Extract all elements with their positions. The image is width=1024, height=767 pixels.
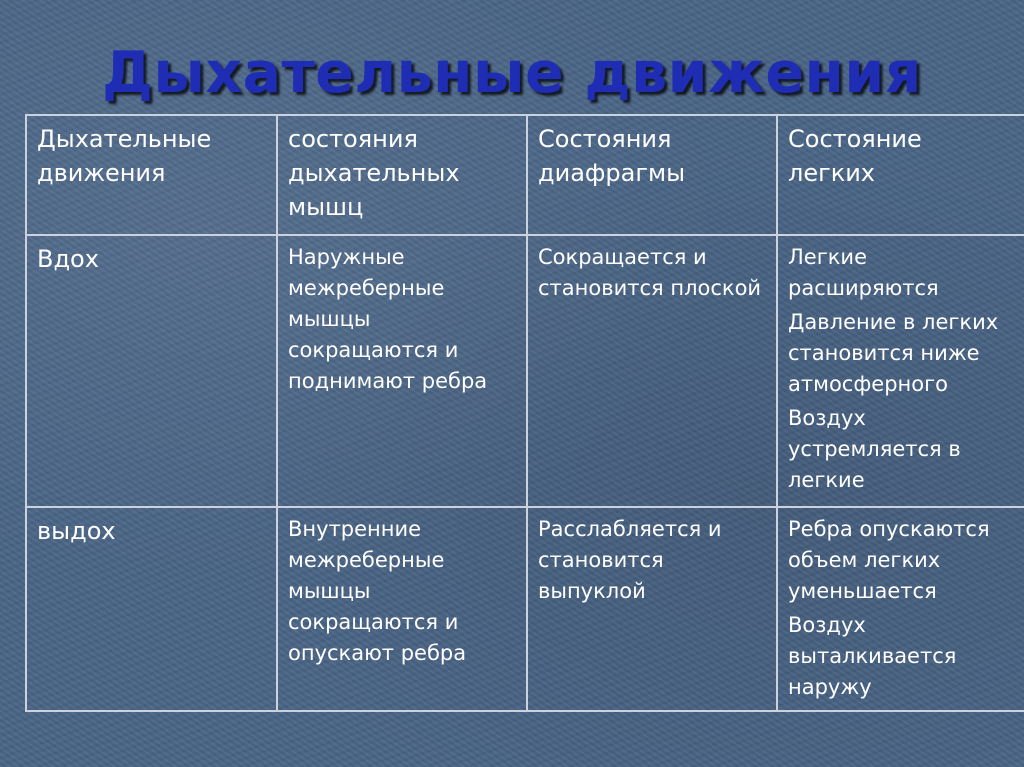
inhale-diaphragm-cell: Сокращается и становится плоской (527, 235, 777, 507)
header-muscle-state: состояния дыхательных мышц (277, 115, 527, 235)
exhale-lungs-line-2: Воздух выталкивается наружу (788, 613, 957, 699)
inhale-lungs-line-1: Легкие расширяются (788, 245, 939, 300)
inhale-lungs-line-3: Воздух устремляется в легкие (788, 406, 961, 492)
inhale-muscles-cell: Наружные межреберные мышцы сокращаются и поднимают ребра (277, 235, 527, 507)
table-row-inhale (26, 235, 1024, 507)
inhale-lungs-line-2: Давление в легких становится ниже атмосферного (788, 310, 999, 396)
exhale-lungs-cell (777, 507, 1024, 711)
table (25, 114, 1024, 712)
exhale-diaphragm-cell: Расслабляется и становится выпуклой (527, 507, 777, 711)
inhale-lungs-cell (777, 235, 1024, 507)
breathing-table (25, 114, 1024, 710)
table-row-exhale (26, 507, 1024, 711)
header-diaphragm-state: Состояния диафрагмы (527, 115, 777, 235)
exhale-lungs-line-1: Ребра опускаются объем легких уменьшается (788, 517, 990, 603)
row-label-exhale: выдох (26, 507, 277, 711)
table-header-row (26, 115, 1024, 235)
header-breathing-movements: Дыхательные движения (26, 115, 277, 235)
exhale-muscles-cell: Внутренние межреберные мышцы сокращаются и опускают ребра (277, 507, 527, 711)
row-label-inhale: Вдох (26, 235, 277, 507)
header-lung-state: Состояние легких (777, 115, 1024, 235)
slide-title: Дыхательные движения (102, 40, 922, 106)
